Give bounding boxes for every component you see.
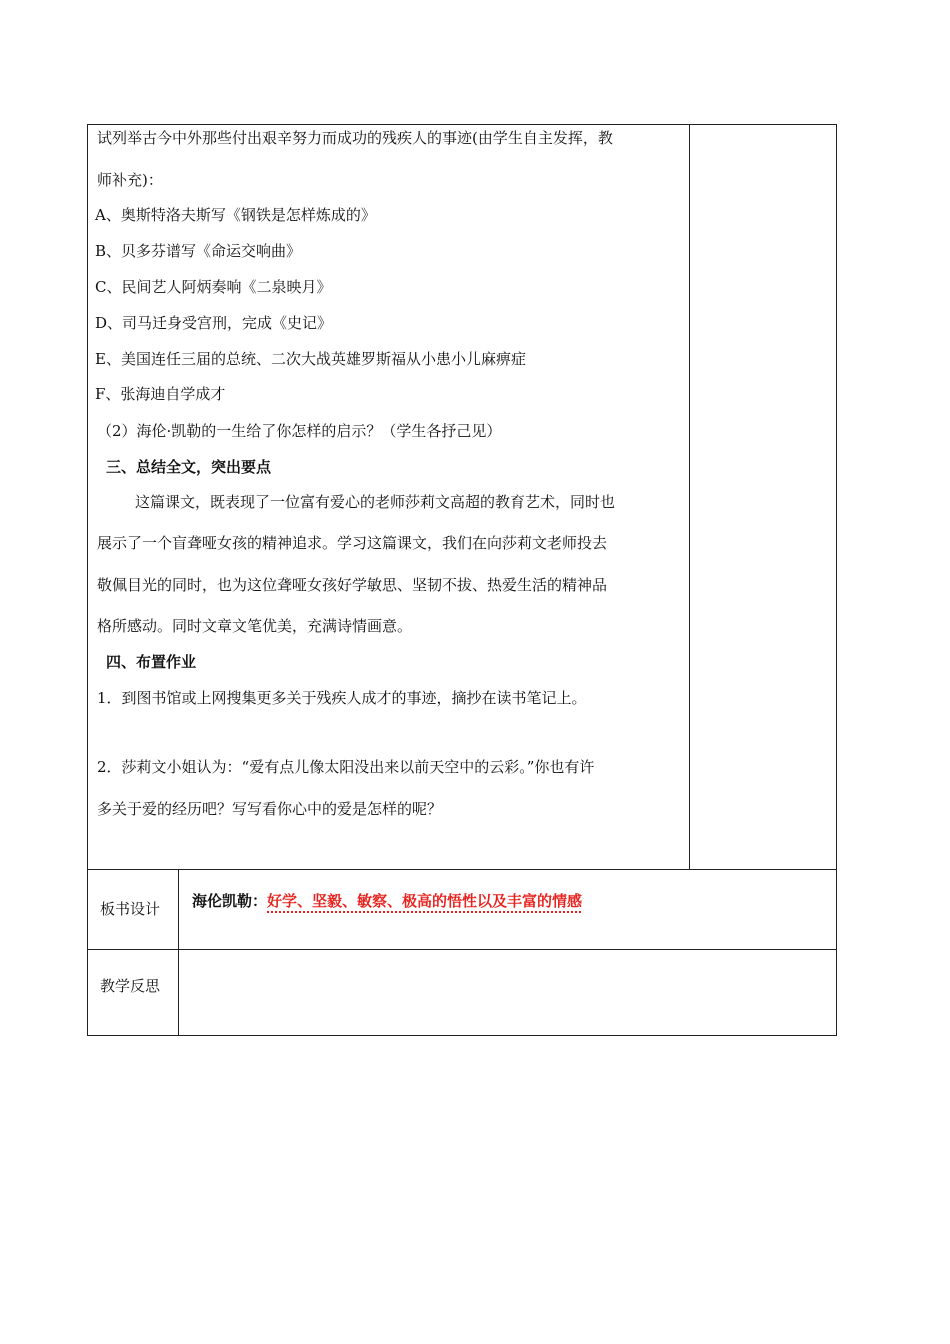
table-divider: [87, 869, 837, 870]
homework-item: 1．到图书馆或上网搜集更多关于残疾人成才的事迹，摘抄在读书笔记上。: [97, 689, 587, 707]
summary-line: 这篇课文，既表现了一位富有爱心的老师莎莉文高超的教育艺术，同时也: [135, 493, 616, 511]
example-item: A、奥斯特洛夫斯写《钢铁是怎样炼成的》: [95, 206, 376, 224]
example-item: E、美国连任三届的总统、二次大战英雄罗斯福从小患小儿麻痹症: [95, 350, 526, 368]
example-item: C、民间艺人阿炳奏响《二泉映月》: [95, 278, 332, 296]
table-divider: [689, 124, 690, 870]
table-divider: [87, 949, 837, 950]
board-prefix: 海伦凯勒：: [192, 892, 268, 910]
question-2: （2）海伦·凯勒的一生给了你怎样的启示？（学生各抒己见）: [97, 422, 502, 440]
board-design-label: 板书设计: [100, 900, 161, 918]
section-3-heading: 三、总结全文，突出要点: [106, 458, 272, 476]
table-divider: [178, 869, 179, 1036]
homework-item-continued: 多关于爱的经历吧？写写看你心中的爱是怎样的呢？: [97, 800, 443, 818]
summary-line: 格所感动。同时文章文笔优美，充满诗情画意。: [97, 617, 413, 635]
intro-text-continued: 师补充)：: [97, 171, 163, 189]
example-item: B、贝多芬谱写《命运交响曲》: [95, 242, 302, 260]
example-item: D、司马迁身受宫刑，完成《史记》: [95, 314, 333, 332]
summary-line: 敬佩目光的同时，也为这位聋哑女孩好学敏思、坚韧不拔、热爱生活的精神品: [97, 576, 608, 594]
homework-item: 2．莎莉文小姐认为：“爱有点儿像太阳没出来以前天空中的云彩。”你也有许: [97, 758, 595, 776]
example-item: F、张海迪自学成才: [95, 385, 226, 403]
section-4-heading: 四、布置作业: [106, 653, 197, 671]
board-traits: 好学、坚毅、敏察、极高的悟性以及丰富的情感: [267, 892, 583, 910]
summary-line: 展示了一个盲聋哑女孩的精神追求。学习这篇课文，我们在向莎莉文老师投去: [97, 534, 608, 552]
teaching-reflection-label: 教学反思: [100, 977, 161, 995]
board-design-content: [192, 891, 582, 911]
intro-text: 试列举古今中外那些付出艰辛努力而成功的残疾人的事迹(由学生自主发挥，教: [97, 129, 613, 147]
